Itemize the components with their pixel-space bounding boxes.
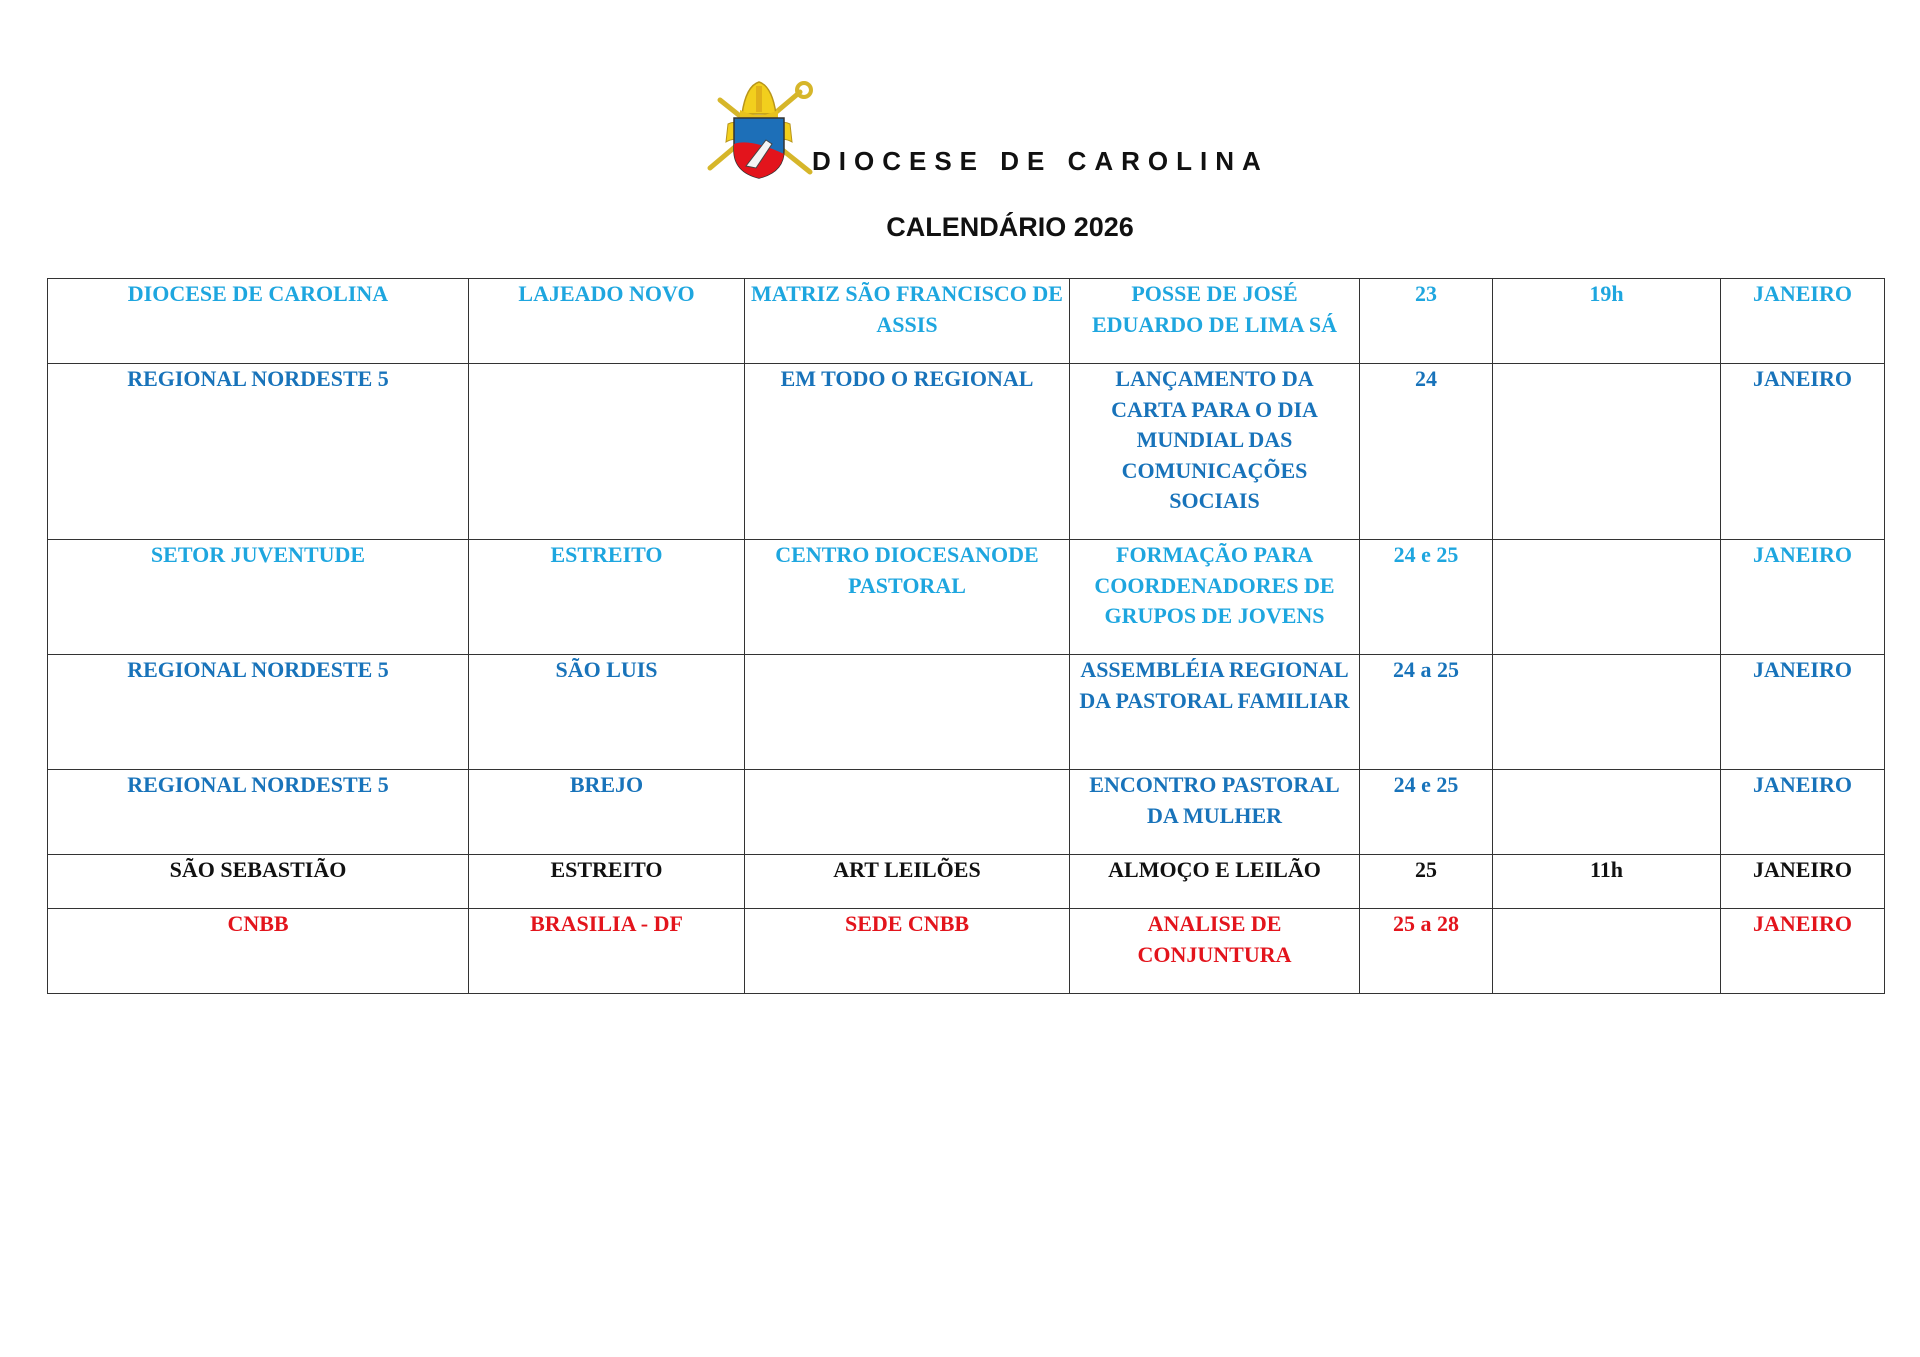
month-cell: JANEIRO — [1721, 364, 1885, 540]
time-cell — [1493, 770, 1721, 855]
month-cell: JANEIRO — [1721, 540, 1885, 655]
diocese-coat-of-arms-icon — [700, 80, 818, 180]
day-cell: 24 — [1360, 364, 1493, 540]
day-cell: 23 — [1360, 279, 1493, 364]
month-cell: JANEIRO — [1721, 855, 1885, 909]
time-cell — [1493, 655, 1721, 770]
organizer-cell: SÃO SEBASTIÃO — [48, 855, 469, 909]
venue-cell: MATRIZ SÃO FRANCISCO DE ASSIS — [745, 279, 1070, 364]
organizer-cell: REGIONAL NORDESTE 5 — [48, 364, 469, 540]
table-row — [48, 909, 1885, 994]
time-cell — [1493, 364, 1721, 540]
city-cell: ESTREITO — [469, 540, 745, 655]
time-cell — [1493, 909, 1721, 994]
table-row — [48, 279, 1885, 364]
event-cell: ANALISE DE CONJUNTURA — [1070, 909, 1360, 994]
city-cell: ESTREITO — [469, 855, 745, 909]
city-cell: LAJEADO NOVO — [469, 279, 745, 364]
page-title: CALENDÁRIO 2026 — [886, 212, 1134, 242]
table-row — [48, 770, 1885, 855]
venue-cell: CENTRO DIOCESANODE PASTORAL — [745, 540, 1070, 655]
time-cell: 11h — [1493, 855, 1721, 909]
venue-cell: SEDE CNBB — [745, 909, 1070, 994]
month-cell: JANEIRO — [1721, 655, 1885, 770]
table-row — [48, 540, 1885, 655]
city-cell: SÃO LUIS — [469, 655, 745, 770]
table-row — [48, 364, 1885, 540]
event-cell: FORMAÇÃO PARA COORDENADORES DE GRUPOS DE JOVENS — [1070, 540, 1360, 655]
organizer-cell: SETOR JUVENTUDE — [48, 540, 469, 655]
table-row — [48, 655, 1885, 770]
month-cell: JANEIRO — [1721, 909, 1885, 994]
time-cell: 19h — [1493, 279, 1721, 364]
day-cell: 25 — [1360, 855, 1493, 909]
event-cell: ENCONTRO PASTORAL DA MULHER — [1070, 770, 1360, 855]
calendar-table — [47, 278, 1885, 994]
event-cell: POSSE DE JOSÉ EDUARDO DE LIMA SÁ — [1070, 279, 1360, 364]
organizer-cell: CNBB — [48, 909, 469, 994]
venue-cell: EM TODO O REGIONAL — [745, 364, 1070, 540]
organizer-cell: REGIONAL NORDESTE 5 — [48, 770, 469, 855]
page-header — [700, 80, 1269, 180]
month-cell: JANEIRO — [1721, 279, 1885, 364]
day-cell: 25 a 28 — [1360, 909, 1493, 994]
venue-cell — [745, 770, 1070, 855]
event-cell: ALMOÇO E LEILÃO — [1070, 855, 1360, 909]
event-cell: ASSEMBLÉIA REGIONAL DA PASTORAL FAMILIAR — [1070, 655, 1360, 770]
city-cell: BRASILIA - DF — [469, 909, 745, 994]
day-cell: 24 e 25 — [1360, 770, 1493, 855]
city-cell — [469, 364, 745, 540]
day-cell: 24 a 25 — [1360, 655, 1493, 770]
time-cell — [1493, 540, 1721, 655]
organizer-cell: DIOCESE DE CAROLINA — [48, 279, 469, 364]
organizer-cell: REGIONAL NORDESTE 5 — [48, 655, 469, 770]
table-row — [48, 855, 1885, 909]
venue-cell: ART LEILÕES — [745, 855, 1070, 909]
day-cell: 24 e 25 — [1360, 540, 1493, 655]
venue-cell — [745, 655, 1070, 770]
organization-name: DIOCESE DE CAROLINA — [812, 146, 1269, 176]
event-cell: LANÇAMENTO DA CARTA PARA O DIA MUNDIAL DAS COMUNICAÇÕES SOCIAIS — [1070, 364, 1360, 540]
month-cell: JANEIRO — [1721, 770, 1885, 855]
city-cell: BREJO — [469, 770, 745, 855]
